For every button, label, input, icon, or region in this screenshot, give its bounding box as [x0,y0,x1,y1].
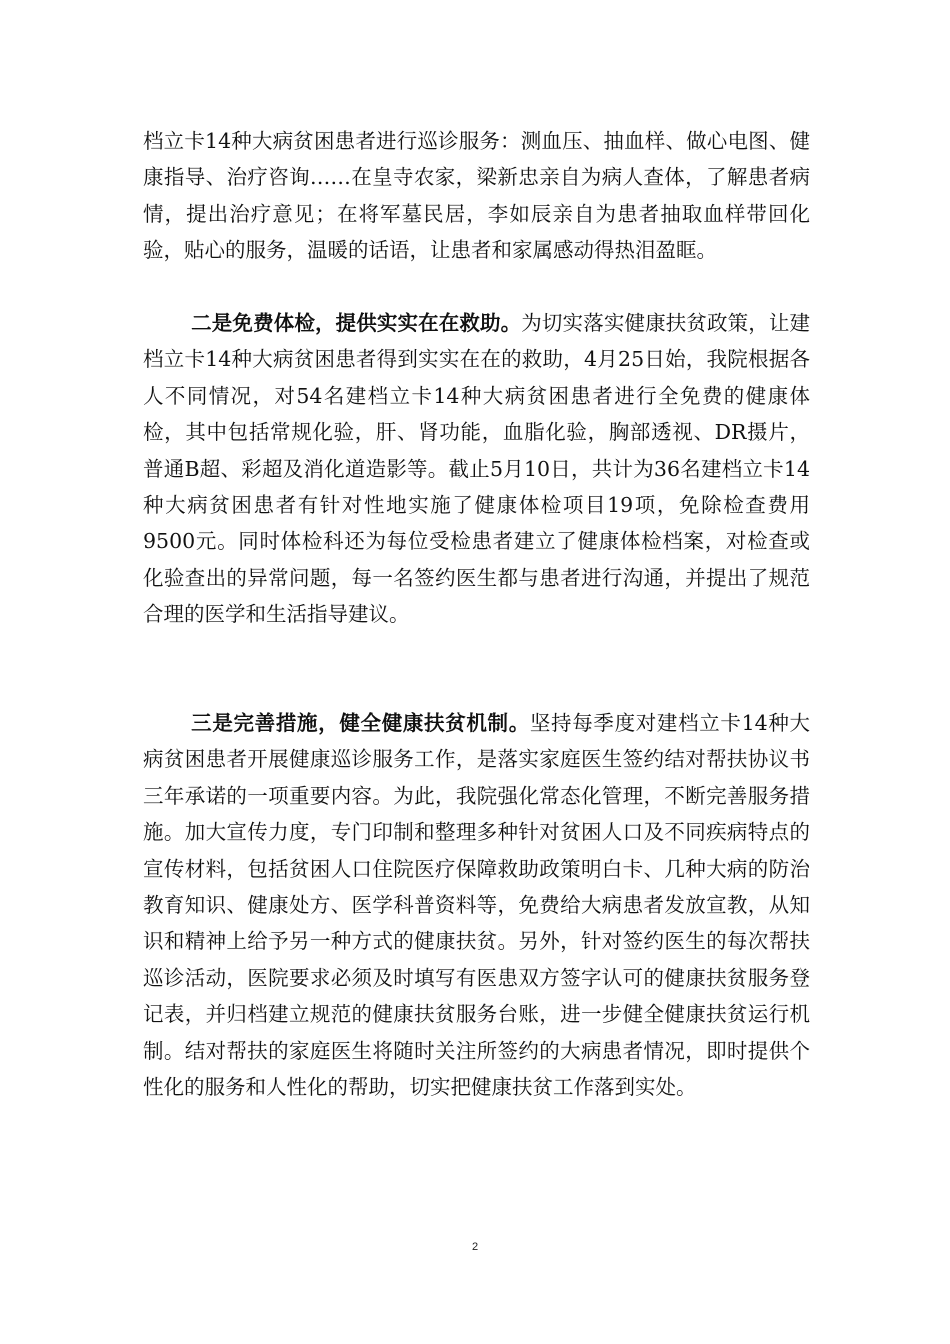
page-number: 2 [471,1241,479,1253]
paragraph-body: 档立卡14种大病贫困患者进行巡诊服务：测血压、抽血样、做心电图、健康指导、治疗咨询……在皇寺农家，梁新忠亲自为病人查体，了解患者病情，提出治疗意见；在将军墓民居，李如辰亲自为患者抽取血样带回化验，贴心的服务，温暖的话语，让患者和家属感动得热泪盈眶。 [143,129,810,263]
paragraph-body: 为切实落实健康扶贫政策，让建档立卡14种大病贫困患者得到实实在在的救助，4月25日始，我院根据各人不同情况，对54名建档立卡14种大病贫困患者进行全免费的健康体检，其中包括常规化验，肝、肾功能，血脂化验，胸部透视、DR摄片，普通B超、彩超及消化道造影等。截止5月10日，共计为36名建档立卡14种大病贫困患者有针对性地实施了健康体检项目19项，免除检查费用9500元。同时体检科还为每位受检患者建立了健康体检档案，对检查或化验查出的异常问题，每一名签约医生都与患者进行沟通，并提出了规范合理的医学和生活指导建议。 [143,311,811,627]
paragraph-improve-measures [143,705,810,1105]
paragraph-continuation [143,123,810,269]
paragraph-body: 坚持每季度对建档立卡14种大病贫困患者开展健康巡诊服务工作，是落实家庭医生签约结对帮扶协议书三年承诺的一项重要内容。为此，我院强化常态化管理，不断完善服务措施。加大宣传力度，专门印制和整理多种针对贫困人口及不同疾病特点的宣传材料，包括贫困人口住院医疗保障救助政策明白卡、几种大病的防治教育知识、健康处方、医学科普资料等，免费给大病患者发放宣教，从知识和精神上给予另一种方式的健康扶贫。另外，针对签约医生的每次帮扶巡诊活动，医院要求必须及时填写有医患双方签字认可的健康扶贫服务登记表，并归档建立规范的健康扶贫服务台账，进一步健全健康扶贫运行机制。结对帮扶的家庭医生将随时关注所签约的大病患者情况，即时提供个性化的服务和人性化的帮助，切实把健康扶贫工作落到实处。 [143,711,811,1100]
paragraph-free-checkup [143,305,810,633]
paragraph-lead-heading: 二是免费体检，提供实实在在救助。 [191,311,522,335]
paragraph-lead-heading: 三是完善措施，健全健康扶贫机制。 [191,711,530,735]
